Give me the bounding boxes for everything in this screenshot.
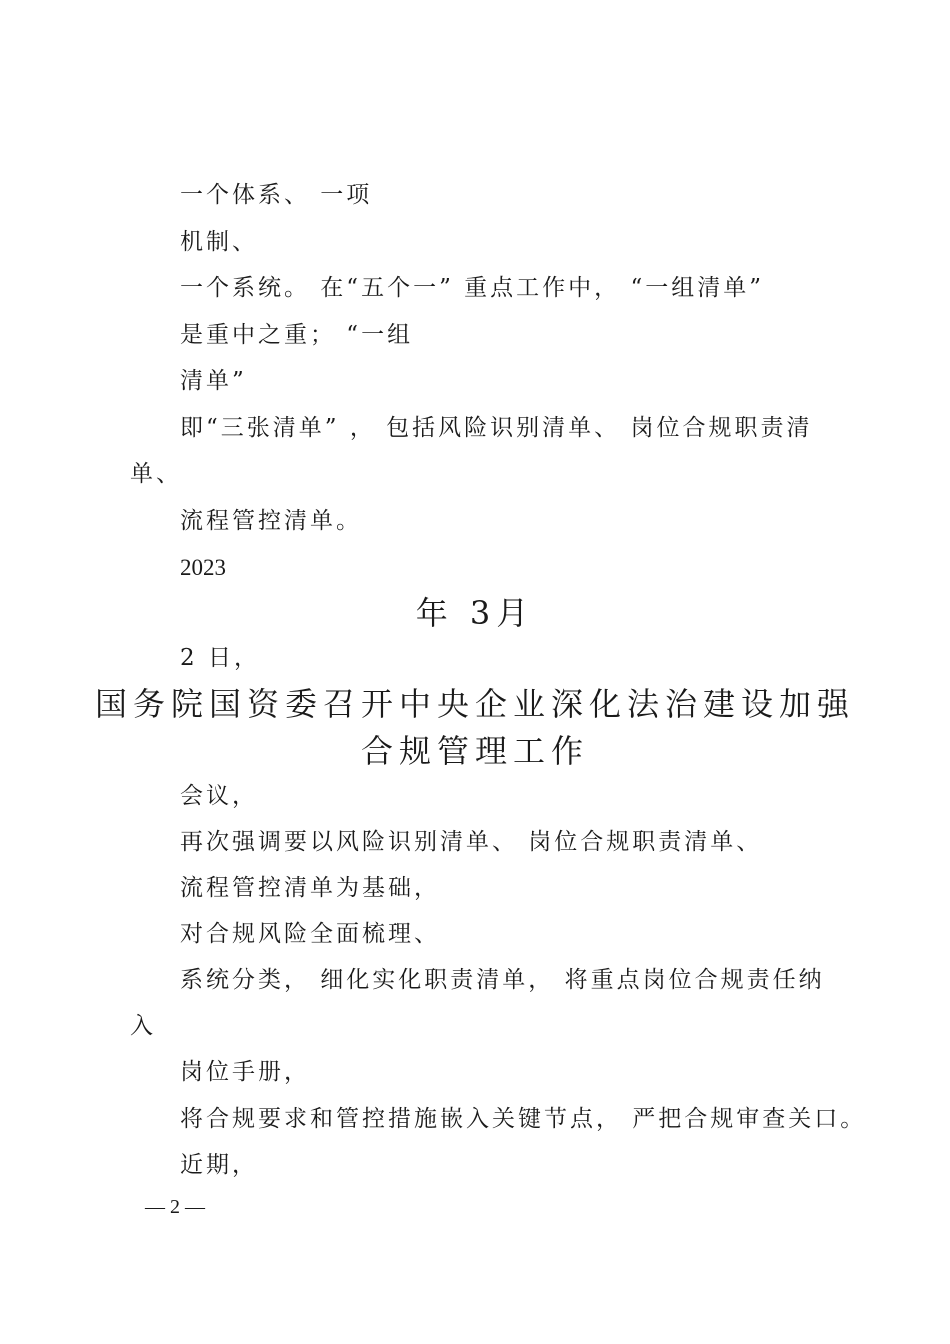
text-line: 岗位手册， <box>180 1059 310 1085</box>
text-line: 系统分类， 细化实化职责清单， 将重点岗位合规责任纳 <box>180 967 825 993</box>
text-line: 2 日， <box>180 645 260 671</box>
text-line: 对合规风险全面梳理、 <box>180 921 440 947</box>
large-date-text: 年 3月 <box>415 594 535 632</box>
text-line: 清单” <box>180 368 247 394</box>
text-line: 入 <box>130 1013 156 1039</box>
heading-line: 合规管理工作 <box>360 732 589 770</box>
text-line: 会议， <box>180 783 258 809</box>
text-line: 单、 <box>130 461 182 487</box>
year-text: 2023 <box>180 555 226 580</box>
text-line: 流程管控清单。 <box>180 508 362 534</box>
text-line: 将合规要求和管控措施嵌入关键节点， 严把合规审查关口。 <box>180 1106 867 1132</box>
text-line: 即“三张清单” ， 包括风险识别清单、 岗位合规职责清 <box>180 415 813 441</box>
text-line: 机制、 <box>180 229 258 255</box>
page-number: — 2 — <box>145 1196 205 1218</box>
text-line: 是重中之重； “一组 <box>180 322 414 348</box>
text-line: 流程管控清单为基础， <box>180 875 440 901</box>
text-line: 近期， <box>180 1152 258 1178</box>
text-line: 一个体系、 一项 <box>180 182 373 208</box>
heading-line: 国务院国资委召开中央企业深化法治建设加强 <box>94 685 855 723</box>
text-line: 再次强调要以风险识别清单、 岗位合规职责清单、 <box>180 829 763 855</box>
text-line: 一个系统。 在“五个一” 重点工作中， “一组清单” <box>180 275 764 301</box>
